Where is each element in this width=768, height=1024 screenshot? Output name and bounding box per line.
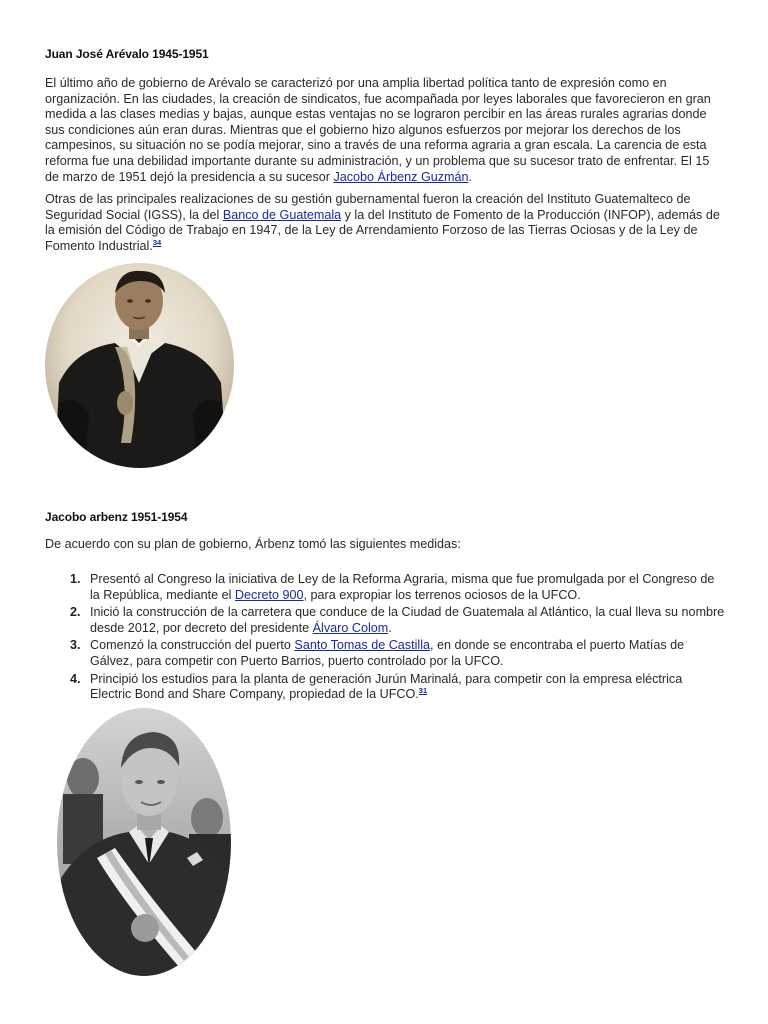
paragraph-arevalo-2 bbox=[45, 192, 723, 254]
list-number: 4. bbox=[70, 671, 81, 686]
paragraph-arbenz-intro: De acuerdo con su plan de gobierno, Árbenz tomó las siguientes medidas: bbox=[45, 537, 461, 551]
paragraph-arevalo-1 bbox=[45, 76, 723, 185]
list-item bbox=[45, 638, 725, 669]
list-text: Comenzó la construcción del puerto bbox=[90, 638, 295, 653]
list-text: Principió los estudios para la planta de generación Jurún Marinalá, para competir con la empresa eléctrica Electric Bond and Share Company, propiedad de la UFCO. bbox=[90, 671, 683, 702]
section-title-arevalo: Juan José Arévalo 1945-1951 bbox=[45, 47, 209, 61]
section-title-arbenz: Jacobo arbenz 1951-1954 bbox=[45, 510, 188, 524]
list-number: 2. bbox=[70, 605, 81, 620]
list-text: , para expropiar los terrenos ociosos de la UFCO. bbox=[303, 587, 581, 602]
paragraph-text: Otras de las principales realizaciones de su gestión gubernamental fueron la creación del Instituto Guatemalteco de Seguridad Social (IGSS), la del bbox=[45, 192, 691, 222]
reference-link-34[interactable]: 34 bbox=[152, 237, 162, 247]
list-text: Presentó al Congreso la iniciativa de Ley de la Reforma Agraria, misma que fue promulgada por el Congreso de la República, mediante el bbox=[90, 572, 715, 602]
list-text: . bbox=[388, 620, 392, 635]
portrait-arevalo-image bbox=[45, 263, 234, 468]
link-decreto-900[interactable]: Decreto 900 bbox=[234, 587, 304, 602]
measures-list bbox=[45, 572, 725, 705]
link-banco-de-guatemala[interactable]: Banco de Guatemala bbox=[222, 207, 342, 222]
paragraph-text: y la del Instituto de Fomento de la Producción (INFOP), además de la emisión del Código de Trabajo en 1947, de la Ley de Arrendamiento Forzoso de las Tierras Ociosas y de la Ley de Fomento Industrial. bbox=[45, 207, 720, 253]
list-number: 3. bbox=[70, 638, 81, 653]
list-text: , en donde se encontraba el puerto Matías de Gálvez, para competir con Puerto Barrios, puerto controlado por la UFCO. bbox=[90, 638, 685, 668]
list-number: 1. bbox=[70, 572, 81, 586]
link-alvaro-colom[interactable]: Álvaro Colom bbox=[312, 620, 389, 635]
link-santo-tomas-de-castilla[interactable]: Santo Tomas de Castilla bbox=[294, 638, 430, 653]
list-item bbox=[45, 605, 725, 636]
paragraph-text: El último año de gobierno de Arévalo se caracterizó por una amplia libertad política tanto de expresión como en organización. En las ciudades, la creación de sindicatos, fue acompañada por leyes laborales que favorecieron en gran medida a las clases medias y bajas, aunque estas ventajas no se lograron percibir en las áreas rurales agrarias donde sus condiciones aún eran duras. Mientras que el gobierno hizo algunos esfuerzos por mejorar los derechos de los campesinos, su situación no se podía mejorar, sino a través de una reforma agraria a gran escala. La carencia de esta reforma fue una debilidad importante durante su administración, y un problema que su sucesor trato de enfrentar. El 15 de marzo de 1951 dejó la presidencia a su sucesor bbox=[45, 76, 711, 184]
list-item bbox=[45, 572, 725, 603]
link-jacobo-arbenz[interactable]: Jacobo Árbenz Guzmán bbox=[333, 169, 469, 184]
paragraph-end: . bbox=[468, 169, 473, 184]
reference-link-31[interactable]: 31 bbox=[418, 686, 428, 696]
portrait-arbenz-image bbox=[57, 708, 231, 976]
list-item bbox=[45, 672, 725, 703]
list-text: Inició la construcción de la carretera que conduce de la Ciudad de Guatemala al Atlántico, la cual lleva su nombre desde 2012, por decreto del presidente bbox=[90, 605, 725, 635]
